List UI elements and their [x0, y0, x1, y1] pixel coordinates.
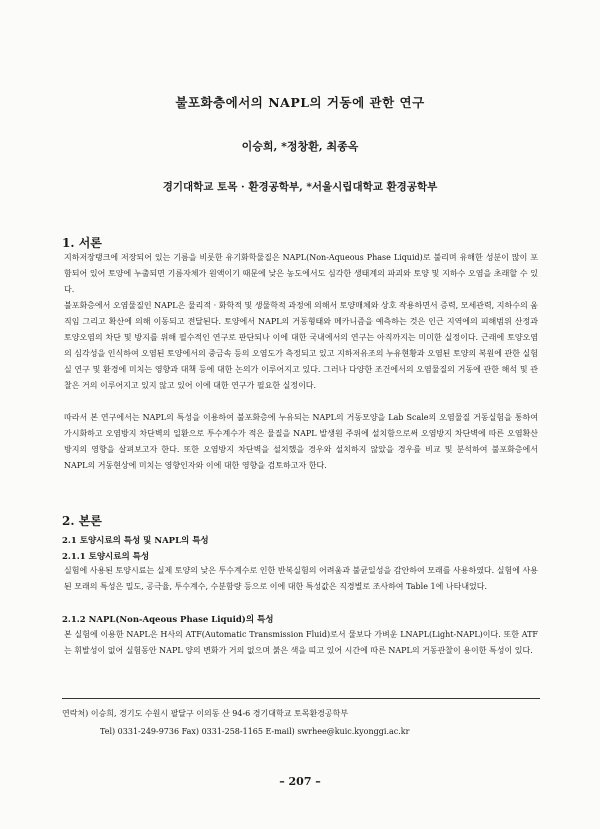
subsection-2-1-2-heading: 2.1.2 NAPL(Non-Aqeous Phase Liquid)의 특성: [62, 615, 274, 625]
contact-line: 연락처) 이승희, 경기도 수원시 팔달구 이의동 산 94-6 경기대학교 토목환경공학부: [62, 709, 349, 718]
footnote-divider: [62, 698, 540, 699]
intro-paragraph-1: 지하저장탱크에 저장되어 있는 기름을 비롯한 유기화학물질은 NAPL(Non-Aqueous Phase Liquid)로 불리며 유해한 성분이 많이 포함되어 있어 토양에 누출되면 기름자체가 원액이기 때문에 낮은 농도에서도 심각한 생태계의 파괴와 토양 및 지하수 오염을 초래할 수 있다.: [64, 253, 538, 294]
page-number: – 207 –: [279, 775, 321, 788]
section-1-heading: 1. 서론: [62, 236, 102, 250]
phone-email-line: Tel) 0331-249-9736 Fax) 0331-258-1165 E-mail) swrhee@kuic.kyonggi.ac.kr: [100, 727, 410, 736]
section-2-heading: 2. 본론: [62, 514, 102, 528]
soil-sample-paragraph: 실험에 사용된 토양시료는 실제 토양의 낮은 투수계수로 인한 반복실험의 어려움과 불균일성을 감안하여 모래를 사용하였다. 실험에 사용된 모래의 특성은 밀도, 공극율, 투수계수, 수분함량 등으로 이에 대한 특성값은 직경별로 조사하여 Table 1에 나타내었다.: [64, 566, 538, 591]
napl-paragraph: 본 실험에 이용한 NAPL은 H사의 ATF(Automatic Transmission Fluid)로서 물보다 가벼운 LNAPL(Light-NAPL)이다. 또한 ATF는 휘발성이 없어 실험동안 NAPL 양의 변화가 거의 없으며 붉은 색을 띠고 있어 시간에 따른 NAPL의 거동관찰이 용이한 특성이 있다.: [64, 630, 538, 655]
paper-title: 불포화층에서의 NAPL의 거동에 관한 연구: [175, 95, 425, 110]
affiliation: 경기대학교 토목 · 환경공학부, *서울시립대학교 환경공학부: [162, 181, 438, 193]
intro-paragraph-2: 불포화층에서 오염물질인 NAPL은 물리적 · 화학적 및 생물학적 과정에 의해서 토양매체와 상호 작용하면서 증력, 모세관력, 지하수의 움직임 그리고 확산에 의해 이동되고 전달된다. 토양에서 NAPL의 거동형태와 메카니즘을 예측하는 것은 인근 지역에의 피해범위 산정과 토양오염의 차단 및 방지를 위해 필수적인 연구로 판단되나 이에 대한 국내에서의 연구는 아직까지는 미미한 실정이다. 근래에 토양오염의 심각성을 인식하여 오염된 토양에서의 중금속 등의 오염도가 측정되고 있고 지하저유조의 누유현황과 오염된 토양의 복원에 관한 실험실 연구 및 환경에 미치는 영향과 대책 등에 대한 논의가 이루어지고 있다. 그러나 다양한 조건에서의 오염물질의 거동에 관한 해석 및 관찰은 거의 이루어지고 있지 않고 있어 이에 대한 연구가 필요한 실정이다.: [64, 301, 538, 390]
author-list: 이승희, *정창환, 최종옥: [241, 140, 359, 153]
intro-paragraph-3: 따라서 본 연구에서는 NAPL의 특성을 이용하여 불포화층에 누유되는 NAPL의 거동모양을 Lab Scale의 오염물질 거동실험을 통하여 가시화하고 오염방지 차단벽의 일환으로 투수계수가 적은 물질을 NAPL 발생원 주위에 설치함으로써 오염방지 차단벽에 따른 오염확산방지의 영향을 살펴보고자 한다. 또한 오염방지 차단벽을 설치했을 경우와 설치하지 않았을 경우를 비교 및 분석하여 불포화층에서 NAPL의 거동현상에 미치는 영향인자와 이에 대한 영향을 검토하고자 한다.: [64, 413, 538, 470]
subsection-2-1-1-heading: 2.1.1 토양시료의 특성: [62, 552, 150, 562]
subsection-2-1-heading: 2.1 토양시료의 특성 및 NAPL의 특성: [62, 536, 209, 546]
